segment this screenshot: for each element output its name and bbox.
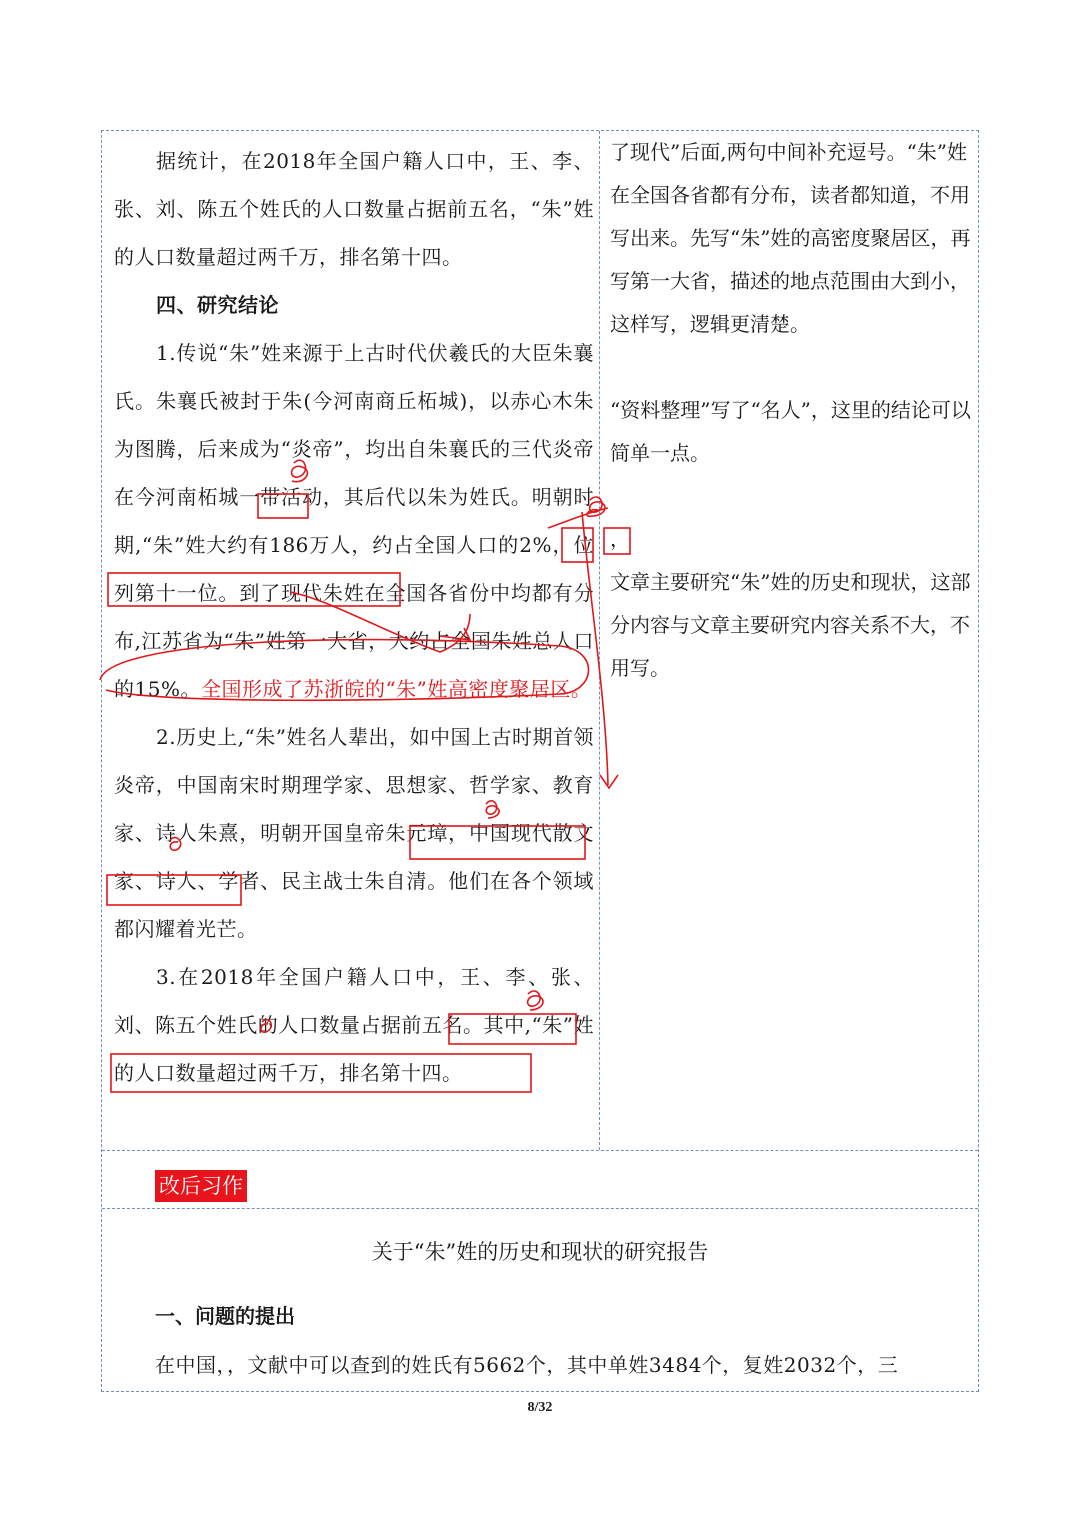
document-table xyxy=(101,130,979,1392)
row-divider xyxy=(102,1208,978,1209)
comment-3: 文章主要研究“朱”姓的历史和现状，这部分内容与文章主要研究内容关系不大，不用写。 xyxy=(610,570,971,680)
conclusion-1-red-text: 全国形成了苏浙皖的“朱”姓高密度聚居区。 xyxy=(200,677,592,701)
teacher-comment-column xyxy=(610,131,974,690)
conclusion-1-text: 1.传说“朱”姓来源于上古时代伏羲氏的大臣朱襄氏。朱襄氏被封于朱(今河南商丘柘城)，以赤心木朱为图腾，后来成为“炎帝”，均出自朱襄氏的三代炎帝在今河南柘城一带活动，其后代以朱为姓氏。明朝时期,“朱”姓大约有186万人，约占全国人口的2%，位列第十一位。到了现代朱姓在全国各省份中均都有分布,江苏省为“朱”姓第一大省，大约占全国朱姓总人口的15%。 xyxy=(114,341,594,701)
original-text-column xyxy=(114,137,594,1097)
row-divider xyxy=(102,1150,978,1151)
section-heading: 一、问题的提出 xyxy=(155,1304,295,1328)
page-number: 8/32 xyxy=(527,1400,553,1415)
section-label-badge: 改后习作 xyxy=(155,1170,247,1202)
report-paragraph: 在中国，，文献中可以查到的姓氏有5662个，其中单姓3484个，复姓2032个，三 xyxy=(155,1353,899,1377)
conclusion-2: 2.历史上,“朱”姓名人辈出，如中国上古时期首领炎帝，中国南宋时期理学家、思想家、哲学家、教育家、诗人朱熹，明朝开国皇帝朱元璋，中国现代散文家、诗人、学者、民主战士朱自清。他们在各个领域都闪耀着光芒。 xyxy=(114,725,594,941)
conclusion-1 xyxy=(114,329,594,713)
report-title: 关于“朱”姓的历史和现状的研究报告 xyxy=(371,1240,709,1264)
comment-1: 了现代”后面,两句中间补充逗号。“朱”姓在全国各省都有分布，读者都知道，不用写出来。先写“朱”姓的高密度聚居区，再写第一大省，描述的地点范围由大到小，这样写，逻辑更清楚。 xyxy=(610,140,971,336)
conclusion-3: 3.在2018年全国户籍人口中，王、李、张、刘、陈五个姓氏的人口数量占据前五名。其中,“朱”姓的人口数量超过两千万，排名第十四。 xyxy=(114,965,594,1085)
statistics-paragraph: 据统计，在2018年全国户籍人口中，王、李、张、刘、陈五个姓氏的人口数量占据前五名，“朱”姓的人口数量超过两千万，排名第十四。 xyxy=(114,149,594,269)
column-divider xyxy=(599,131,600,1150)
conclusion-heading: 四、研究结论 xyxy=(156,293,279,317)
comment-2: “资料整理”写了“名人”，这里的结论可以简单一点。 xyxy=(610,398,971,465)
comma-insert-mark: ， xyxy=(610,527,630,551)
